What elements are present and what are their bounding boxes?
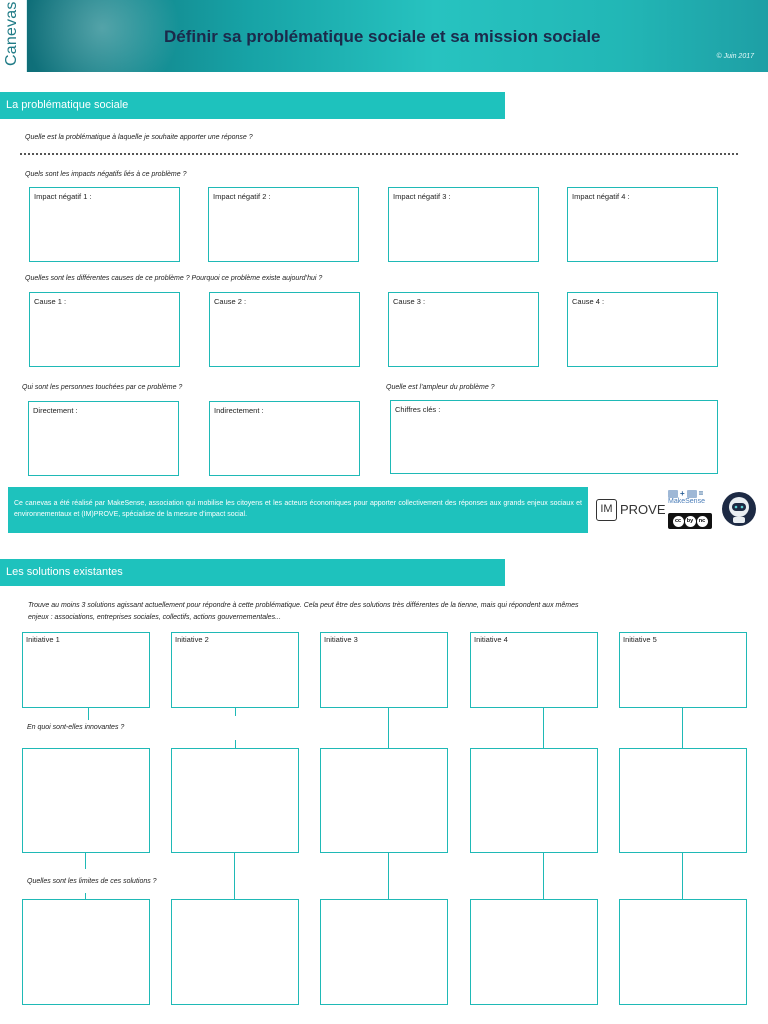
connector-line bbox=[388, 708, 389, 748]
initiative-label-5: Initiative 5 bbox=[623, 635, 657, 644]
section-title-problem: La problématique sociale bbox=[0, 92, 505, 119]
cause-label-2: Cause 2 : bbox=[214, 297, 247, 306]
limits-box-3[interactable] bbox=[320, 899, 448, 1005]
innovation-box-1[interactable] bbox=[22, 748, 150, 853]
copyright-date: © Juin 2017 bbox=[716, 53, 754, 60]
cause-label-3: Cause 3 : bbox=[393, 297, 426, 306]
makesense-plus: + bbox=[680, 489, 685, 498]
connector-line bbox=[234, 853, 235, 899]
sidebar-label: Canevas bbox=[3, 1, 20, 66]
impact-box-4[interactable] bbox=[567, 187, 718, 262]
impact-box-1[interactable] bbox=[29, 187, 180, 262]
innovation-box-3[interactable] bbox=[320, 748, 448, 853]
improve-logo-prove: PROVE bbox=[620, 502, 666, 517]
question-innovative: En quoi sont-elles innovantes ? bbox=[27, 724, 125, 731]
cc-icon: cc bbox=[673, 516, 684, 527]
answer-dotted-line[interactable] bbox=[20, 153, 738, 155]
connector-line bbox=[682, 853, 683, 899]
initiative-label-1: Initiative 1 bbox=[26, 635, 60, 644]
limits-box-2[interactable] bbox=[171, 899, 299, 1005]
connector-line bbox=[88, 708, 89, 720]
makesense-square-icon bbox=[687, 490, 697, 498]
impact-label-3: Impact négatif 3 : bbox=[393, 192, 451, 201]
section-title-solutions: Les solutions existantes bbox=[0, 559, 505, 586]
makesense-square-icon bbox=[668, 490, 678, 498]
impact-label-2: Impact négatif 2 : bbox=[213, 192, 271, 201]
cause-label-4: Cause 4 : bbox=[572, 297, 605, 306]
people-indirect-box[interactable] bbox=[209, 401, 360, 476]
limits-box-1[interactable] bbox=[22, 899, 150, 1005]
solutions-intro-line1: Trouve au moins 3 solutions agissant actuellement pour répondre à cette problématique. Cela peut être des solutions très différentes de la tienne, mais qui répondent aux mêmes bbox=[28, 602, 579, 609]
innovation-box-4[interactable] bbox=[470, 748, 598, 853]
cc-nc-icon: nc bbox=[697, 516, 708, 527]
impact-label-4: Impact négatif 4 : bbox=[572, 192, 630, 201]
improve-logo-im: IM bbox=[596, 499, 617, 521]
question-causes: Quelles sont les différentes causes de ce problème ? Pourquoi ce problème existe aujourd’hui ? bbox=[25, 275, 323, 282]
question-impacts: Quels sont les impacts négatifs liés à ce problème ? bbox=[25, 171, 187, 178]
question-people: Qui sont les personnes touchées par ce problème ? bbox=[22, 384, 183, 391]
connector-line bbox=[85, 853, 86, 869]
creative-commons-badge bbox=[668, 513, 712, 529]
people-direct-label: Directement : bbox=[33, 406, 78, 415]
cause-label-1: Cause 1 : bbox=[34, 297, 67, 306]
question-problem: Quelle est la problématique à laquelle je souhaite apporter une réponse ? bbox=[25, 134, 253, 141]
cause-box-3[interactable] bbox=[388, 292, 539, 367]
limits-box-4[interactable] bbox=[470, 899, 598, 1005]
page-header bbox=[27, 0, 768, 72]
initiative-label-4: Initiative 4 bbox=[474, 635, 508, 644]
impact-box-2[interactable] bbox=[208, 187, 359, 262]
cause-box-4[interactable] bbox=[567, 292, 718, 367]
initiative-box-5[interactable] bbox=[619, 632, 747, 708]
makesense-logo bbox=[668, 489, 714, 509]
connector-line bbox=[235, 708, 236, 716]
people-indirect-label: Indirectement : bbox=[214, 406, 264, 415]
makesense-equals: = bbox=[698, 489, 704, 498]
people-direct-box[interactable] bbox=[28, 401, 179, 476]
side-tab bbox=[0, 0, 27, 72]
initiative-box-2[interactable] bbox=[171, 632, 299, 708]
question-limits: Quelles sont les limites de ces solutions ? bbox=[27, 878, 157, 885]
credit-banner: Ce canevas a été réalisé par MakeSense, association qui mobilise les citoyens et les acteurs économiques pour apporter collectivement des réponses aux grands enjeux sociaux et environnementaux et (IM)PROVE, spécialiste de la mesure d’impact social. bbox=[8, 487, 588, 533]
innovation-box-5[interactable] bbox=[619, 748, 747, 853]
connector-line bbox=[682, 708, 683, 748]
initiative-box-3[interactable] bbox=[320, 632, 448, 708]
cause-box-2[interactable] bbox=[209, 292, 360, 367]
connector-line bbox=[235, 740, 236, 748]
page-title: Définir sa problématique sociale et sa mission sociale bbox=[164, 27, 601, 46]
initiative-box-4[interactable] bbox=[470, 632, 598, 708]
impact-box-3[interactable] bbox=[388, 187, 539, 262]
impact-label-1: Impact négatif 1 : bbox=[34, 192, 92, 201]
connector-line bbox=[543, 853, 544, 899]
innovation-box-2[interactable] bbox=[171, 748, 299, 853]
limits-box-5[interactable] bbox=[619, 899, 747, 1005]
connector-line bbox=[388, 853, 389, 899]
makesense-logo-text: MakeSense bbox=[668, 498, 705, 505]
initiative-label-3: Initiative 3 bbox=[324, 635, 358, 644]
cc-by-icon: by bbox=[685, 516, 696, 527]
initiative-box-1[interactable] bbox=[22, 632, 150, 708]
key-figures-label: Chiffres clés : bbox=[395, 405, 441, 414]
cause-box-1[interactable] bbox=[29, 292, 180, 367]
connector-line bbox=[543, 708, 544, 748]
initiative-label-2: Initiative 2 bbox=[175, 635, 209, 644]
astronaut-mascot-icon bbox=[721, 491, 757, 527]
solutions-intro-line2: enjeux : associations, entreprises sociales, collectifs, actions gouvernementales... bbox=[28, 614, 281, 621]
key-figures-box[interactable] bbox=[390, 400, 718, 474]
question-scale: Quelle est l’ampleur du problème ? bbox=[386, 384, 495, 391]
